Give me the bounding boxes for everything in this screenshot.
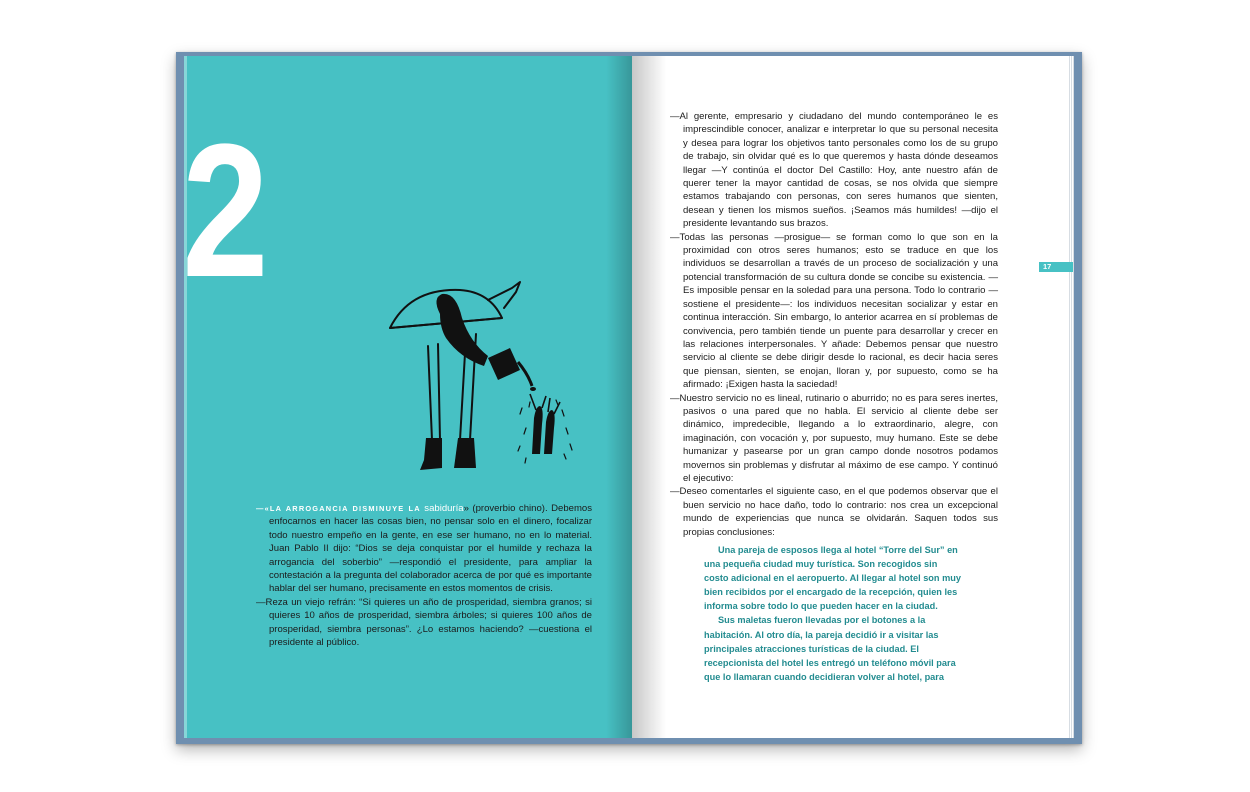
story-paragraph: Sus maletas fueron llevadas por el botones a la habitación. Al otro día, la pareja decidió ir a visitar las principales atracciones turísticas de la ciudad. El recepcionista del hotel les entregó un teléfono móvil para que lo llamaran cuando decidieran volver al hotel, para: [704, 615, 956, 682]
paragraph: —Nuestro servicio no es lineal, rutinario o aburrido; no es para seres inertes, pasivos o una pared que no habla. El servicio al cliente debe ser dinámico, impredecible, llegando a lo extraordinario, alegre, con imaginación, con vocación y, por supuesto, muy humano. Este se debe humanizar y pasearse por un gran campo donde nosotros podamos movernos sin problemas y disfrutar al máximo de ese campo. Y continuó el ejecutivo:: [670, 392, 998, 484]
page-stack-edge: [1069, 56, 1074, 738]
page-number-tab: 17: [1039, 262, 1073, 272]
paragraph-text: » (proverbio chino). Debemos enfocarnos en hacer las cosas bien, no pensar solo en el dinero, focalizar todo nuestro empeño en la gente, en ese ser humano, no en lo material. Juan Pablo II dijo: “Dios se deja conquistar por el humilde y rechaza la arrogancia del soberbio” —respondió el presidente, para ampliar la contestación a la pregunta del colaborador acerca de por qué es importante hablar del ser humano, precisamente en estos momentos de crisis.: [269, 503, 592, 595]
paragraph: —Todas las personas —prosigue— se forman como lo que son en la proximidad con otros seres humanos; esto se traduce en que los individuos se desarrollan a través de un proceso de socialización y una potencial transformación de su cultura donde se concibe su existencia. —Es imposible pensar en la soledad para una persona. Todo lo contrario —sostiene el presidente—: los individuos necesitan socializar y estar en continua interacción. Sin embargo, lo anterior acarrea en sí problemas de convivencia, pero también tiende un puente para desarrollar y crecer en las relaciones interpersonales. Y añade: Debemos pensar que nuestro servicio al cliente se debe dirigir desde lo racional, es decir hacia seres que piensan, sienten, se enojan, lloran y, por supuesto, como se ha afirmado: ¡Exigen hasta la saciedad!: [670, 231, 998, 391]
story-excerpt: [704, 543, 962, 684]
lead-word: sabiduría: [420, 503, 464, 514]
right-gutter-shadow: [632, 56, 666, 738]
paragraph: [256, 502, 592, 596]
story-paragraph: Una pareja de esposos llega al hotel “Torre del Sur” en una pequeña ciudad muy turística. Son recogidos sin costo adicional en el aeropuerto. Al llegar al hotel son muy bien recibidos por el encargado de la recepción, quien les informa sobre todo lo que pueden hacer en la ciudad.: [704, 545, 961, 612]
left-page-text: [256, 502, 592, 649]
left-gutter-shadow: [606, 56, 632, 738]
lead-caps: —«LA ARROGANCIA DISMINUYE LA: [256, 504, 421, 513]
paragraph: —Reza un viejo refrán: “Si quieres un año de prosperidad, siembra granos; si quieres 10 años de prosperidad, siembra árboles; si quieres 100 años de prosperidad, siembra personas”. ¿Lo estamos haciendo? —cuestiona el presidente al público.: [256, 596, 592, 649]
chapter-number: 2: [182, 105, 264, 317]
paragraph: —Deseo comentarles el siguiente caso, en el que podemos observar que el buen servicio no hace daño, todo lo contrario: nos crea un excepcional mundo de experiencias que nunca se olvidarán. Saquen todos sus propias conclusiones:: [670, 486, 998, 538]
person-watering-small-people-illustration: [380, 278, 600, 478]
paragraph: —Al gerente, empresario y ciudadano del mundo contemporáneo le es imprescindible conocer, analizar e interpretar lo que su personal necesita y desea para lograr los objetivos tanto personales como los de su grupo de trabajo, sin olvidar qué es lo que queremos y hasta dónde deseamos llegar —Y continúa el doctor Del Castillo: Hoy, ante nuestro afán de querer tener la mayor cantidad de cosas, se nos olvida que siempre estamos trabajando con personas, con seres humanos que sienten, desean y tienen los mismos sueños. ¡Seamos más humildes! —dijo el presidente levantando sus brazos.: [670, 111, 998, 230]
right-page-text: [670, 110, 998, 684]
